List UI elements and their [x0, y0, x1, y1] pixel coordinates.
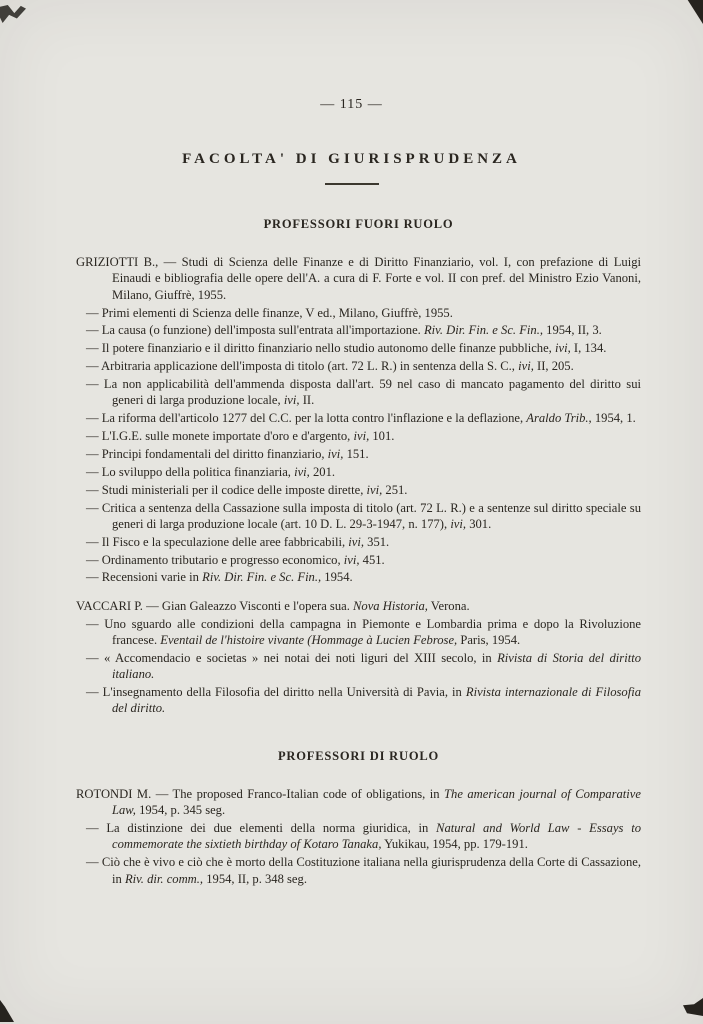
entry-text: 151.: [343, 446, 369, 461]
entry-text-italic: ivi,: [343, 552, 360, 567]
bibliography-entry: [76, 854, 641, 887]
entry-text: — L'I.G.E. sulle monete importate d'oro e d'argento,: [86, 429, 354, 444]
entry-text-italic: Rivista internazionale di Filosofia del diritto.: [112, 685, 641, 716]
entry-text: I, 134.: [570, 341, 607, 356]
title-divider: [325, 183, 379, 185]
entry-text: 201.: [309, 464, 336, 479]
entry-text: — La causa (o funzione) dell'imposta sull'entrata all'importazione.: [86, 323, 424, 338]
entry-text: — La riforma dell'articolo 1277 del C.C. per la lotta contro l'inflazione e la deflazione,: [86, 411, 527, 426]
bibliography-entry: [76, 650, 641, 683]
entry-text-italic: Riv. Dir. Fin. e Sc. Fin.,: [202, 570, 322, 585]
bibliography-entry: [76, 820, 641, 853]
entry-text-italic: Araldo Trib.,: [526, 411, 592, 426]
bibliography-entry: [76, 464, 641, 480]
entry-text: — Principi fondamentali del diritto finanziario,: [86, 446, 328, 461]
entry-text: — La distinzione dei due elementi della norma giuridica, in: [86, 821, 437, 836]
entry-text: — Il Fisco e la speculazione delle aree fabbricabili,: [86, 534, 349, 549]
entry-text: Yukikau, 1954, pp. 179-191.: [381, 837, 528, 852]
bibliography-entry: [76, 482, 641, 498]
section-heading: PROFESSORI DI RUOLO: [277, 748, 440, 763]
page-number: — 115 —: [320, 97, 383, 112]
bibliography-entry: [76, 340, 641, 356]
entry-text-italic: ivi,: [327, 446, 344, 461]
bibliography-entry: [76, 786, 641, 819]
bibliography-entry: [76, 358, 641, 374]
entry-text: 251.: [382, 482, 408, 497]
entry-text: — « Accomendacio e societas » nei notai dei noti liguri del XIII secolo, in: [86, 650, 498, 665]
entry-text: 1954, p. 345 seg.: [135, 803, 226, 818]
entry-text: 1954, 1.: [591, 411, 636, 426]
entry-text: — Studi ministeriali per il codice delle imposte dirette,: [86, 482, 367, 497]
entry-text: — Primi elementi di Scienza delle finanze, V ed., Milano, Giuffrè, 1955.: [86, 305, 453, 320]
entry-text-italic: Riv. Dir. Fin. e Sc. Fin.,: [423, 323, 544, 338]
entry-text: 301.: [466, 516, 492, 531]
bibliography-entry: [76, 428, 641, 444]
page-title: FACOLTA' DI GIURISPRUDENZA: [182, 151, 521, 167]
entry-text: 351.: [364, 534, 390, 549]
scan-artifact-bottom-left: [0, 1000, 14, 1022]
bibliography-entry: [76, 616, 641, 649]
entry-text: — L'insegnamento della Filosofia del diritto nella Università di Pavia, in: [86, 685, 466, 700]
entry-text: — Ordinamento tributario e progresso economico,: [86, 552, 344, 567]
entry-text-italic: Rivista di Storia del diritto italiano.: [112, 650, 641, 682]
entry-text-italic: ivi,: [554, 341, 571, 356]
bibliography-entry: [76, 569, 641, 585]
entry-text-italic: ivi,: [283, 393, 300, 408]
entry-text-italic: Nova Historia,: [353, 598, 428, 613]
bibliography-entry: [76, 552, 641, 568]
entry-text: 101.: [369, 429, 395, 444]
entry-text-italic: ivi,: [353, 429, 370, 444]
entry-text: — Ciò che è vivo e ciò che è morto della Costituzione italiana nella giurisprudenza della Corte di Cassazione, in: [86, 855, 641, 886]
scan-artifact-bottom-right: [683, 998, 703, 1016]
entry-text-italic: Natural and World Law - Essays to commemorate the sixtieth birthday of Kotaro Tanaka,: [112, 821, 641, 852]
entry-text: — Recensioni varie in: [86, 570, 203, 585]
entry-text: VACCARI P. — Gian Galeazzo Visconti e l'opera sua.: [76, 598, 354, 613]
bibliography-section: [76, 217, 641, 717]
entry-text: 1954, II, p. 348 seg.: [203, 871, 307, 886]
bibliography-entry: [76, 534, 641, 550]
bibliography-entry: [76, 410, 641, 426]
entry-text: 451.: [359, 552, 385, 567]
bibliography-entry: [76, 376, 641, 409]
entry-text-italic: The american journal of Comparative Law,: [112, 786, 641, 818]
bibliography-entry: [76, 305, 641, 321]
entry-text: Verona.: [427, 598, 470, 613]
bibliography-entry: [76, 598, 641, 614]
entry-text: 1954.: [321, 570, 353, 585]
entry-text: — Uno sguardo alle condizioni della campagna in Piemonte e Lombardia prima e dopo la Rivoluzione francese.: [86, 616, 641, 648]
entry-text: — Lo sviluppo della politica finanziaria,: [86, 464, 295, 479]
entry-text-italic: ivi,: [450, 516, 467, 531]
entry-text-italic: ivi,: [348, 534, 365, 549]
bibliography-entry: [76, 322, 641, 338]
bibliography-entry: [76, 254, 641, 303]
entry-text: — Il potere finanziario e il diritto finanziario nello studio autonomo delle finanze pubbliche,: [86, 341, 555, 356]
entry-text: — Critica a sentenza della Cassazione sulla imposta di titolo (art. 72 L. R.) e a sentenze sul diritto speciale su generi di larga produzione locale (art. 10 D. L. 29-3-1947, n. 177),: [86, 500, 641, 531]
entry-text: Paris, 1954.: [457, 633, 521, 648]
entry-text-italic: Eventail de l'histoire vivante (Hommage à Lucien Febrose,: [160, 633, 458, 648]
entry-text: — La non applicabilità dell'ammenda disposta dall'art. 59 nel caso di mancato pagamento del diritto sui generi di larga produzione locale,: [86, 377, 641, 408]
bibliography-section: [76, 749, 641, 887]
entry-text-italic: Riv. dir. comm.,: [124, 871, 204, 886]
section-heading: PROFESSORI FUORI RUOLO: [263, 217, 454, 231]
entry-text: 1954, II, 3.: [543, 323, 602, 338]
entry-text-italic: ivi,: [366, 482, 383, 497]
bibliography-entry: [76, 446, 641, 462]
bibliography-sections: [0, 217, 703, 887]
entry-text: II.: [299, 393, 315, 408]
entry-text-italic: ivi,: [294, 464, 310, 479]
entry-text: GRIZIOTTI B., — Studi di Scienza delle Finanze e di Diritto Finanziario, vol. I, con prefazione di Luigi Einaudi e bibliografia delle opere dell'A. a cura di F. Forte e vol. II con pref. del Ministro Ezio Vanoni, Milano, Giuffrè, 1955.: [76, 255, 641, 302]
entry-text: — Arbitraria applicazione dell'imposta di titolo (art. 72 L. R.) in sentenza della S. C.,: [86, 359, 519, 374]
entry-text-italic: ivi,: [518, 359, 534, 374]
entry-text: II, 205.: [533, 359, 574, 374]
entry-text: ROTONDI M. — The proposed Franco-Italian code of obligations, in: [76, 786, 445, 801]
bibliography-entry: [76, 500, 641, 533]
bibliography-entry: [76, 684, 641, 717]
